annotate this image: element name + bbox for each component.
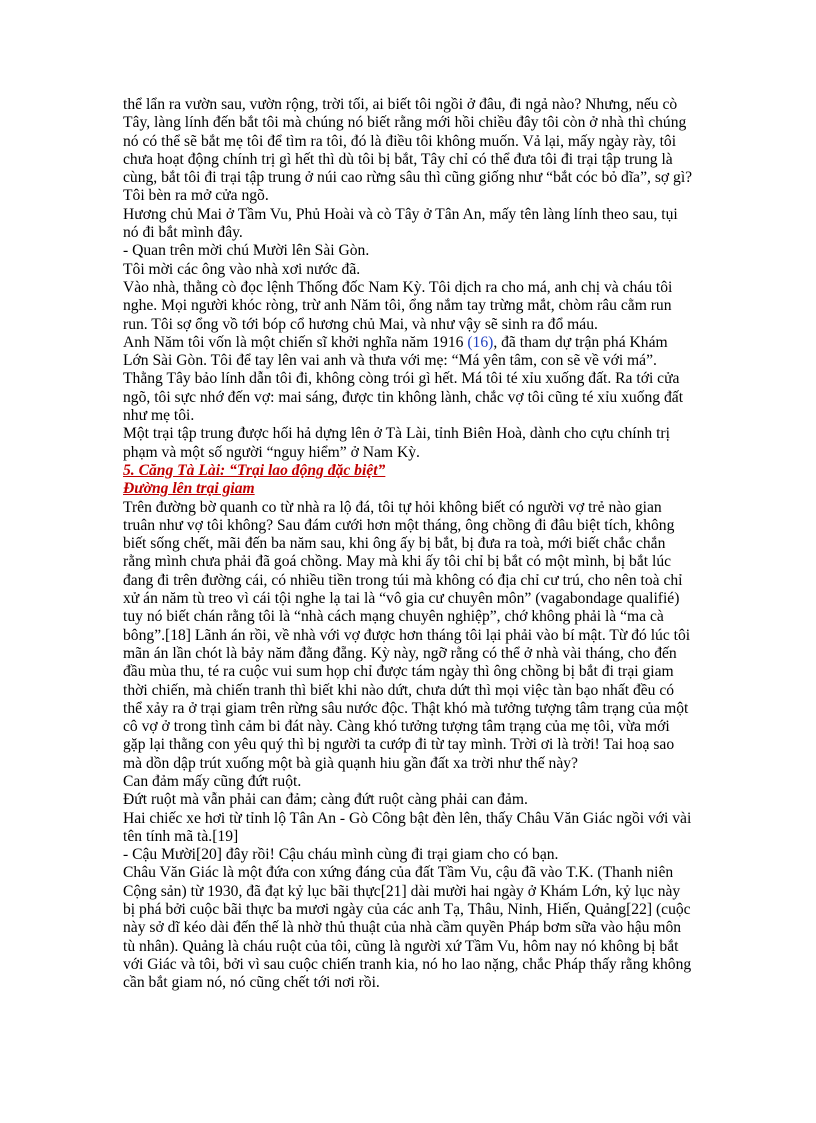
paragraph-text: , đã tham dự trận phá Khám Lớn Sài Gòn. Tôi để tay lên vai anh và thưa với mẹ: “Má yên tâm, con sẽ về với má”. Thằng Tây bảo lính dẫn tôi đi, không còng trói gì hết. Má tôi té xỉu xuống đất. Ra tới cửa ngõ, tôi sực nhớ đến vợ: mai sáng, được tin không lành, chắc vợ tôi cũng té xỉu xuống đất như mẹ tôi. [123, 333, 684, 425]
dialogue-line: - Cậu Mười[20] đây rồi! Cậu cháu mình cùng đi trại giam cho có bạn. [123, 846, 559, 864]
paragraph: Tôi mời các ông vào nhà xơi nước đã. [123, 260, 361, 278]
paragraph: Đứt ruột mà vẫn phải can đảm; càng đứt ruột càng phải can đảm. [123, 791, 528, 809]
paragraph: Can đảm mấy cũng đứt ruột. [123, 772, 302, 790]
paragraph: Châu Văn Giác là một đứa con xứng đáng của đất Tầm Vu, cậu đã vào T.K. (Thanh niên Cộng sản) từ 1930, đã đạt kỷ lục bãi thực[21] dài mười hai ngày ở Khám Lớn, kỷ lục này bị phá bởi cuộc bãi thực ba mươi ngày của các anh Tạ, Thâu, Ninh, Hiến, Quảng[22] (cuộc này sở dĩ kéo dài đến thế là nhờ thủ thuật của nhà cầm quyền Pháp bơm sữa vào hậu môn tù nhân). Quảng là cháu ruột của tôi, cũng là người xứ Tầm Vu, hôm nay nó không bị bắt với Giác và tôi, bởi vì sau cuộc chiến tranh kia, nó ho lao nặng, chắc Pháp thấy rằng không cần bắt giam nó, nó cũng chết tới nơi rồi. [123, 864, 692, 992]
document-page [123, 96, 695, 993]
paragraph: Một trại tập trung được hối hả dựng lên ở Tà Lài, tỉnh Biên Hoà, dành cho cựu chính trị phạm và một số người “nguy hiểm” ở Nam Kỳ. [123, 425, 670, 461]
paragraph-text: Anh Năm tôi vốn là một chiến sĩ khởi nghĩa năm 1916 [123, 333, 468, 351]
paragraph: Vào nhà, thằng cò đọc lệnh Thống đốc Nam Kỳ. Tôi dịch ra cho má, anh chị và cháu tôi nghe. Mọi người khóc ròng, trừ anh Năm tôi, ổng nắm tay trừng mắt, chòm râu cằm run run. Tôi sợ ổng vồ tới bóp cổ hương chủ Mai, và như vậy sẽ sinh ra đổ máu. [123, 278, 673, 333]
paragraph: Hương chủ Mai ở Tầm Vu, Phủ Hoài và cò Tây ở Tân An, mấy tên làng lính theo sau, tụi nó đi bắt mình đây. [123, 205, 678, 242]
paragraph: Hai chiếc xe hơi từ tỉnh lộ Tân An - Gò Công bật đèn lên, thấy Châu Văn Giác ngồi với vài tên tính mã tà.[19] [123, 809, 692, 845]
footnote-reference-link[interactable]: (16) [467, 333, 494, 351]
paragraph-with-reference [123, 334, 695, 425]
subsection-heading: Đường lên trại giam [123, 480, 255, 498]
paragraph: thể lẩn ra vườn sau, vườn rộng, trời tối, ai biết tôi ngồi ở đâu, đi ngả nào? Nhưng, nếu cò Tây, làng lính đến bắt tôi mà chúng nó biết rằng mới hồi chiều đây tôi còn ở nhà thì chúng nó có thể sẽ bắt mẹ tôi để tìm ra tôi, đó là điều tôi không muốn. Vả lại, mấy ngày rày, tôi chưa hoạt động chính trị gì hết thì dù tôi bị bắt, Tây chỉ có thể đưa tôi đi trại tập trung là cùng, bắt tôi đi trại tập trung ở núi cao rừng sâu thì cũng giống như “bắt cóc bỏ dĩa”, sợ gì? Tôi bèn ra mở cửa ngõ. [123, 96, 693, 205]
paragraph: Trên đường bờ quanh co từ nhà ra lộ đá, tôi tự hỏi không biết có người vợ trẻ nào gian truân như vợ tôi không? Sau đám cưới hơn một tháng, ông chồng đi đâu biệt tích, không biết sống chết, mãi đến ba năm sau, khi ông ấy bị bắt, bị đưa ra toà, mới biết chắc chắn rằng mình chưa phải đã goá chồng. May mà khi ấy tôi chỉ bị bắt có một mình, bị bắt lúc đang đi trên đường cái, có nhiều tiền trong túi mà không có địa chỉ cư trú, cho nên toà chỉ xử án năm tù treo vì cái tội nghe lạ tai là “vô gia cư chuyên môn” (vagabondage qualifié) tuy nó biết chán rằng tôi là “nhà cách mạng chuyên nghiệp”, chớ không phải là “ma cà bông”.[18] Lãnh án rồi, về nhà với vợ được hơn tháng tôi lại phải vào bí mật. Từ đó lúc tôi mãn án lần chót là bảy năm đằng đẵng. Kỳ này, ngỡ rằng có thể ở nhà vài tháng, cho đến đầu mùa thu, té ra cuộc vui sum họp chỉ được tám ngày thì ông chồng bị bắt đi trại giam thời chiến, mà chiến tranh thì biết khi nào dứt, chưa dứt thì mọi việc tàn bạo nhất đều có thể xảy ra ở trại giam trên rừng sâu nước độc. Thật khó mà tưởng tượng tâm trạng của một cô vợ ở trong tình cảm bi đát này. Càng khó tưởng tượng tâm trạng của mẹ tôi, vừa mới gặp lại thằng con yêu quý thì bị người ta cướp đi từ tay mình. Trời ơi là trời! Tai hoạ sao mà dồn dập trút xuống một bà già quạnh hiu gần đất xa trời như thế này? [123, 498, 691, 772]
section-heading: 5. Căng Tà Lài: “Trại lao động đặc biệt” [123, 461, 386, 479]
dialogue-line: - Quan trên mời chú Mười lên Sài Gòn. [123, 242, 370, 260]
